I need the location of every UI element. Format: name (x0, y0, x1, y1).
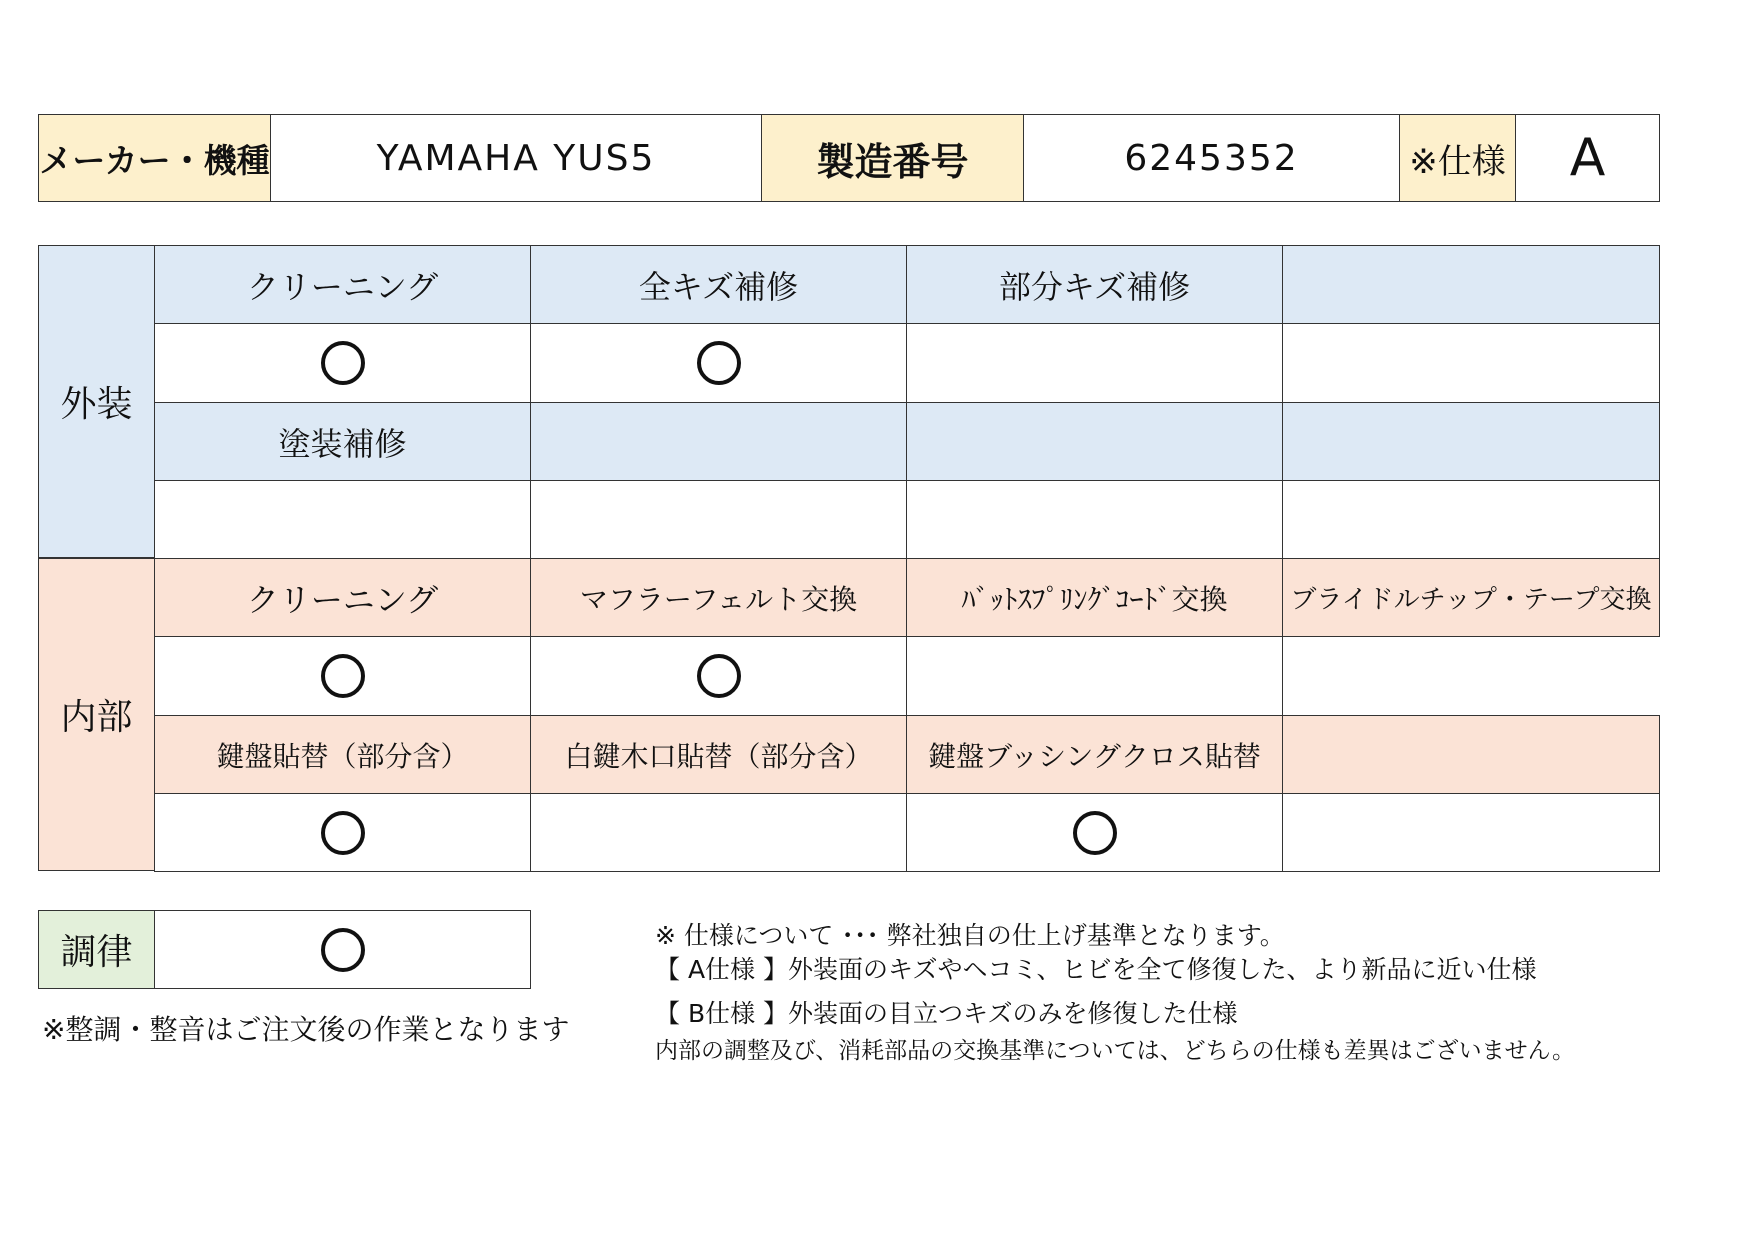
exterior-mark-cell (530, 323, 907, 403)
interior-item-label: マフラーフェルト交換 (530, 558, 907, 637)
interior-item-label: 鍵盤貼替（部分含） (154, 715, 531, 794)
interior-mark-cell (1282, 636, 1660, 716)
exterior-mark-cell (906, 480, 1283, 559)
spec-note-line2: 【 A仕様 】外装面のキズやヘコミ、ヒビを全て修復した、より新品に近い仕様 (655, 955, 1537, 984)
circle-mark (697, 341, 741, 385)
interior-mark-cell (154, 793, 531, 872)
interior-item-label (1282, 715, 1660, 794)
exterior-item-label: クリーニング (154, 245, 531, 324)
serial-label: 製造番号 (761, 114, 1024, 202)
interior-mark-cell (154, 636, 531, 716)
exterior-item-label (1282, 245, 1660, 324)
circle-mark (697, 654, 741, 698)
circle-mark (321, 654, 365, 698)
interior-item-label: クリーニング (154, 558, 531, 637)
exterior-mark-cell (154, 323, 531, 403)
interior-item-label: ブライドルチップ・テープ交換 (1282, 558, 1660, 637)
exterior-item-label: 塗装補修 (154, 402, 531, 481)
maker-value: YAMAHA YUS5 (270, 114, 762, 202)
circle-mark (321, 811, 365, 855)
interior-item-label: 鍵盤ブッシングクロス貼替 (906, 715, 1283, 794)
spec-label: ※仕様 (1399, 114, 1516, 202)
exterior-mark-cell (906, 323, 1283, 403)
serial-value: 6245352 (1023, 114, 1400, 202)
spec-note-line3: 【 B仕様 】外装面の目立つキズのみを修復した仕様 (655, 999, 1238, 1028)
interior-mark-cell (1282, 793, 1660, 872)
tuning-note: ※整調・整音はご注文後の作業となります (42, 1013, 570, 1046)
exterior-item-label: 部分キズ補修 (906, 245, 1283, 324)
exterior-section-label: 外装 (38, 245, 155, 558)
spec-note-line1: ※ 仕様について ･･･ 弊社独自の仕上げ基準となります。 (655, 921, 1285, 950)
exterior-mark-cell (1282, 480, 1660, 559)
exterior-item-label (1282, 402, 1660, 481)
exterior-mark-cell (154, 480, 531, 559)
tuning-mark-cell (154, 910, 531, 989)
spec-value: A (1515, 114, 1660, 202)
tuning-label: 調律 (38, 910, 155, 989)
exterior-item-label (906, 402, 1283, 481)
interior-item-label: 白鍵木口貼替（部分含） (530, 715, 907, 794)
exterior-mark-cell (1282, 323, 1660, 403)
maker-label: メーカー・機種 (38, 114, 271, 202)
interior-mark-cell (530, 636, 907, 716)
exterior-mark-cell (530, 480, 907, 559)
exterior-item-label: 全キズ補修 (530, 245, 907, 324)
spec-note-line4: 内部の調整及び、消耗部品の交換基準については、どちらの仕様も差異はございません。 (655, 1038, 1575, 1064)
exterior-item-label (530, 402, 907, 481)
interior-mark-cell (906, 636, 1283, 716)
interior-section-label: 内部 (38, 558, 155, 871)
circle-mark (321, 928, 365, 972)
interior-item-label: ﾊﾞｯﾄｽﾌﾟﾘﾝｸﾞｺｰﾄﾞ交換 (906, 558, 1283, 637)
interior-mark-cell (906, 793, 1283, 872)
circle-mark (321, 341, 365, 385)
circle-mark (1073, 811, 1117, 855)
interior-mark-cell (530, 793, 907, 872)
